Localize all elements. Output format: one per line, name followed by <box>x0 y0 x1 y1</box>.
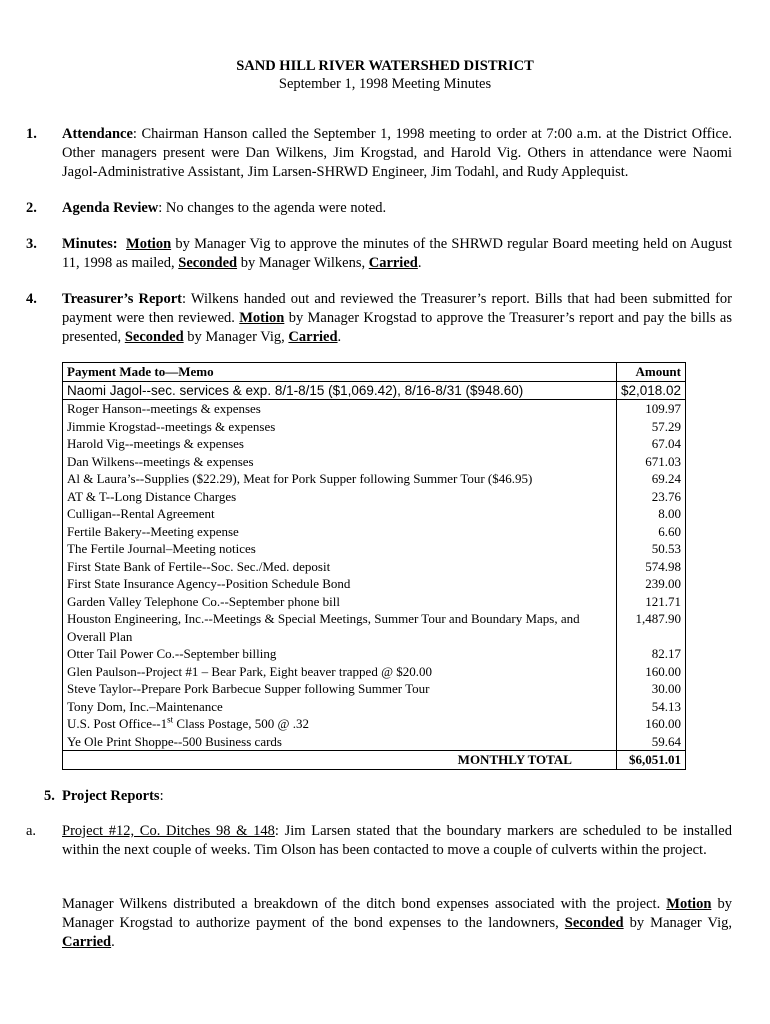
payment-amount: 69.24 <box>616 470 685 488</box>
payment-amount: 1,487.90 <box>616 610 685 645</box>
table-row <box>63 540 686 558</box>
payments-rows <box>63 381 686 715</box>
payment-amount: 109.97 <box>616 400 685 418</box>
table-row <box>63 505 686 523</box>
payment-amount: 54.13 <box>616 698 685 716</box>
payment-amount: 574.98 <box>616 558 685 576</box>
payment-amount: 671.03 <box>616 453 685 471</box>
seconded-text: Seconded <box>564 915 624 931</box>
payment-memo: Steve Taylor--Prepare Pork Barbecue Supper following Summer Tour <box>63 680 617 698</box>
document-subtitle: September 1, 1998 Meeting Minutes <box>278 76 492 92</box>
table-row <box>63 645 686 663</box>
payment-memo: Garden Valley Telephone Co.--September phone bill <box>63 593 617 611</box>
project-12-report <box>26 822 732 860</box>
section-number: 1. <box>26 126 37 142</box>
section-text: : Chairman Hanson called the September 1, 1998 meeting to order at 7:00 a.m. at the District Office. Other managers present were Dan Wilkens, Jim Krogstad, and Harold Vig. Others in attendance were Naomi Jagol-Administrative Assistant, Jim Larsen-SHRWD Engineer, Jim Todahl, and Rudy Applequist. <box>62 126 732 180</box>
section-project-reports: 5. Project Reports: <box>44 788 164 804</box>
payment-memo: Dan Wilkens--meetings & expenses <box>63 453 617 471</box>
table-row <box>63 488 686 506</box>
payment-amount: 121.71 <box>616 593 685 611</box>
section-label: Treasurer’s Report <box>62 291 182 307</box>
payment-memo: Naomi Jagol--sec. services & exp. 8/1-8/15 ($1,069.42), 8/16-8/31 ($948.60) <box>63 381 617 400</box>
section-number: 5. <box>44 788 55 804</box>
table-row <box>63 663 686 681</box>
table-row <box>63 523 686 541</box>
payment-amount: 59.64 <box>616 733 685 751</box>
monthly-total-label: MONTHLY TOTAL <box>63 751 617 770</box>
payment-amount: 67.04 <box>616 435 685 453</box>
section-minutes: 3. Minutes: Motion by Manager Vig to approve the minutes of the SHRWD regular Board meeting held on August 11, 1998 as mailed, Seconded by Manager Wilkens, Carried. <box>26 236 732 271</box>
table-row <box>63 610 686 645</box>
motion-text: Motion <box>126 236 172 252</box>
payment-memo: Culligan--Rental Agreement <box>63 505 617 523</box>
table-row <box>63 593 686 611</box>
payment-amount: 160.00 <box>616 663 685 681</box>
payment-amount: 82.17 <box>616 645 685 663</box>
column-header-amount: Amount <box>616 363 685 382</box>
table-row <box>63 575 686 593</box>
payment-memo: Jimmie Krogstad--meetings & expenses <box>63 418 617 436</box>
table-row <box>63 733 686 751</box>
seconded-text: Seconded <box>124 329 184 345</box>
motion-text: Motion <box>239 310 285 326</box>
payment-memo: Houston Engineering, Inc.--Meetings & Special Meetings, Summer Tour and Boundary Maps, and Overall Plan <box>63 610 617 645</box>
table-row <box>63 381 686 400</box>
payment-amount: 160.00 <box>616 715 685 733</box>
project-12-motion: Manager Wilkens distributed a breakdown of the ditch bond expenses associated with the project. Motion by Manager Krogstad to authorize payment of the bond expenses to the landowners, Seconded by Manager Vig, Carried. <box>62 896 732 950</box>
carried-text: Carried <box>288 329 338 345</box>
table-row <box>63 715 686 733</box>
payment-memo: Otter Tail Power Co.--September billing <box>63 645 617 663</box>
payment-memo: Tony Dom, Inc.–Maintenance <box>63 698 617 716</box>
payment-amount: 8.00 <box>616 505 685 523</box>
monthly-total-amount: $6,051.01 <box>616 751 685 770</box>
section-label: Agenda Review <box>62 200 159 216</box>
section-label: Attendance <box>62 126 133 142</box>
section-attendance <box>26 125 732 182</box>
table-row <box>63 470 686 488</box>
table-row <box>63 698 686 716</box>
table-header-row <box>63 363 686 382</box>
section-number: 3. <box>26 236 37 252</box>
table-row <box>63 435 686 453</box>
payment-memo: Harold Vig--meetings & expenses <box>63 435 617 453</box>
column-header-memo: Payment Made to—Memo <box>63 363 617 382</box>
table-row <box>63 418 686 436</box>
payment-memo: First State Bank of Fertile--Soc. Sec./Med. deposit <box>63 558 617 576</box>
table-row <box>63 558 686 576</box>
payment-amount: 57.29 <box>616 418 685 436</box>
table-row <box>63 680 686 698</box>
carried-text: Carried <box>368 255 418 271</box>
payments-table <box>62 362 686 770</box>
project-title: Project #12, Co. Ditches 98 & 148 <box>62 823 275 839</box>
payment-amount: 239.00 <box>616 575 685 593</box>
section-number: 4. <box>26 291 37 307</box>
payment-amount: 6.60 <box>616 523 685 541</box>
payment-memo: First State Insurance Agency--Position Schedule Bond <box>63 575 617 593</box>
section-agenda-review <box>26 199 732 218</box>
monthly-total-row <box>63 751 686 770</box>
payment-amount: 23.76 <box>616 488 685 506</box>
section-treasurers-report: 4. Treasurer’s Report: Wilkens handed out and reviewed the Treasurer’s report. Bills that had been submitted for payment were then reviewed. Motion by Manager Krogstad to approve the Treasurer’s report and pay the bills as presented, Seconded by Manager Vig, Carried. <box>26 291 733 345</box>
payment-memo: Ye Ole Print Shoppe--500 Business cards <box>63 733 617 751</box>
section-text: : No changes to the agenda were noted. <box>158 200 387 216</box>
payment-memo: AT & T--Long Distance Charges <box>63 488 617 506</box>
section-label: Project Reports <box>62 788 160 804</box>
payment-memo: U.S. Post Office--1st Class Postage, 500 @ .32 <box>63 715 617 733</box>
document-title: SAND HILL RIVER WATERSHED DISTRICT <box>236 58 534 74</box>
carried-text: Carried <box>62 934 112 950</box>
payment-amount: 50.53 <box>616 540 685 558</box>
project-text: : Jim Larsen stated that the boundary markers are scheduled to be installed within the next couple of weeks. Tim Olson has been contacted to move a couple of culverts within the project. <box>62 823 732 858</box>
table-row <box>63 453 686 471</box>
payment-memo: Roger Hanson--meetings & expenses <box>63 400 617 418</box>
payment-memo: The Fertile Journal–Meeting notices <box>63 540 617 558</box>
project-letter: a. <box>26 823 37 839</box>
section-label: Minutes <box>62 236 113 252</box>
motion-text: Motion <box>666 896 712 912</box>
payment-memo: Glen Paulson--Project #1 – Bear Park, Eight beaver trapped @ $20.00 <box>63 663 617 681</box>
section-number: 2. <box>26 200 37 216</box>
payment-memo: Fertile Bakery--Meeting expense <box>63 523 617 541</box>
table-row <box>63 400 686 418</box>
seconded-text: Seconded <box>178 255 238 271</box>
payment-amount: 30.00 <box>616 680 685 698</box>
payment-memo: Al & Laura’s--Supplies ($22.29), Meat for Pork Supper following Summer Tour ($46.95) <box>63 470 617 488</box>
payment-amount: $2,018.02 <box>616 381 685 400</box>
